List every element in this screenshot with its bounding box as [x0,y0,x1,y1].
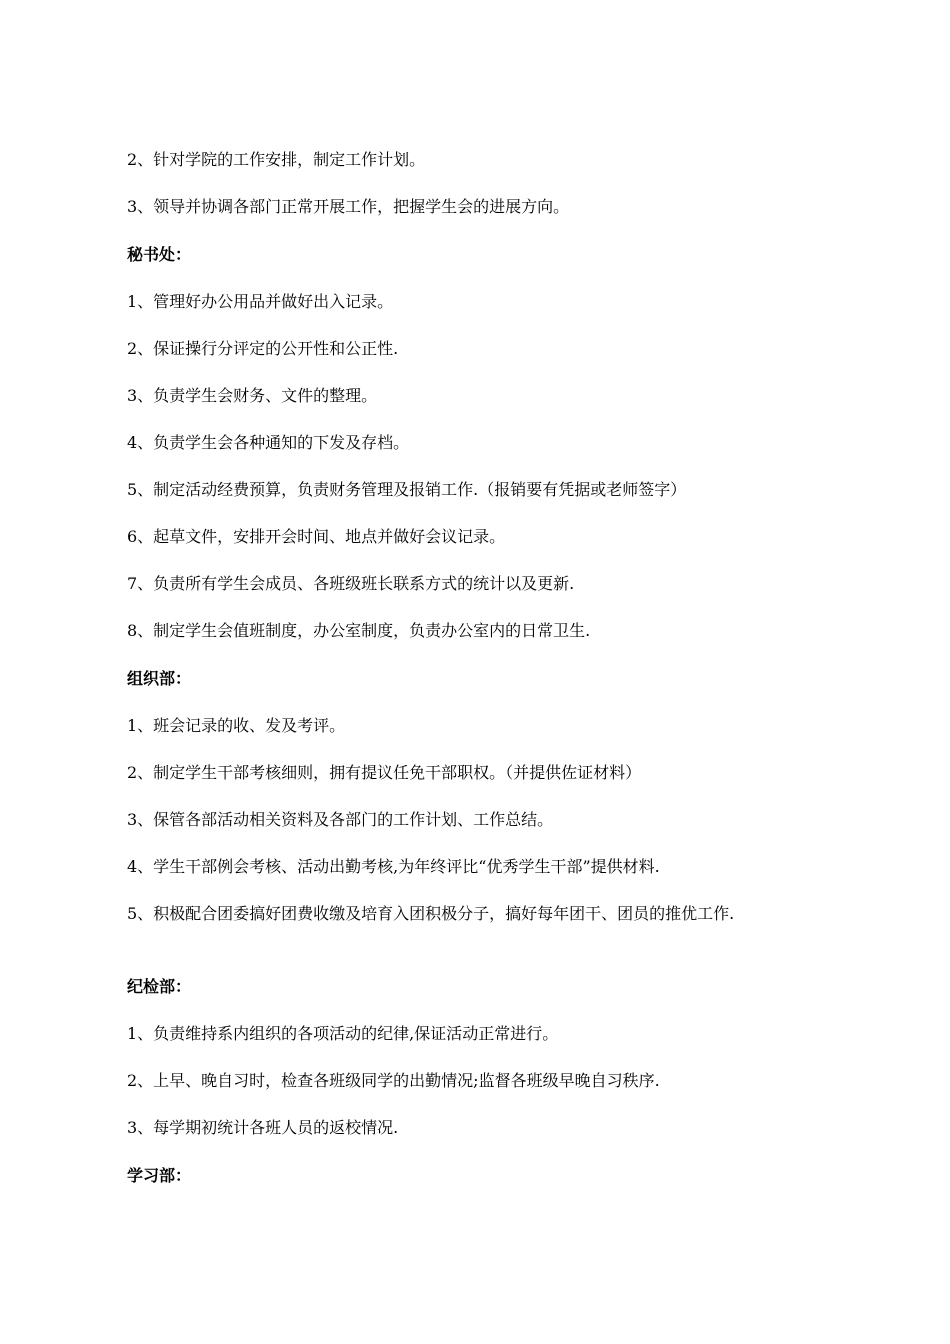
list-item: 6、起草文件，安排开会时间、地点并做好会议记录。 [127,527,506,546]
list-item: 1、管理好办公用品并做好出入记录。 [127,292,394,311]
list-item: 4、学生干部例会考核、活动出勤考核,为年终评比“优秀学生干部”提供材料. [127,857,660,876]
list-item: 1、班会记录的收、发及考评。 [127,716,346,735]
list-item: 8、制定学生会值班制度，办公室制度，负责办公室内的日常卫生. [127,621,591,640]
list-item: 1、负责维持系内组织的各项活动的纪律,保证活动正常进行。 [127,1024,559,1043]
list-item: 5、制定活动经费预算，负责财务管理及报销工作.（报销要有凭据或老师签字） [127,480,687,499]
list-item: 2、上早、晚自习时，检查各班级同学的出勤情况;监督各班级早晚自习秩序. [127,1071,660,1090]
intro-item: 2、针对学院的工作安排，制定工作计划。 [127,150,426,169]
list-item: 7、负责所有学生会成员、各班级班长联系方式的统计以及更新. [127,574,575,593]
list-item: 2、保证操行分评定的公开性和公正性. [127,339,399,358]
section-heading-secretariat: 秘书处： [127,245,192,264]
list-item: 3、保管各部活动相关资料及各部门的工作计划、工作总结。 [127,810,554,829]
list-item: 4、负责学生会各种通知的下发及存档。 [127,433,410,452]
section-heading-organization: 组织部： [127,669,192,688]
list-item: 3、每学期初统计各班人员的返校情况. [127,1118,399,1137]
list-item: 5、积极配合团委搞好团费收缴及培育入团积极分子，搞好每年团干、团员的推优工作. [127,904,735,923]
list-item: 3、负责学生会财务、文件的整理。 [127,386,378,405]
section-heading-discipline: 纪检部： [127,977,192,996]
section-heading-study: 学习部： [127,1166,192,1185]
list-item: 2、制定学生干部考核细则，拥有提议任免干部职权。（并提供佐证材料） [127,763,642,782]
intro-item: 3、领导并协调各部门正常开展工作，把握学生会的进展方向。 [127,197,570,216]
